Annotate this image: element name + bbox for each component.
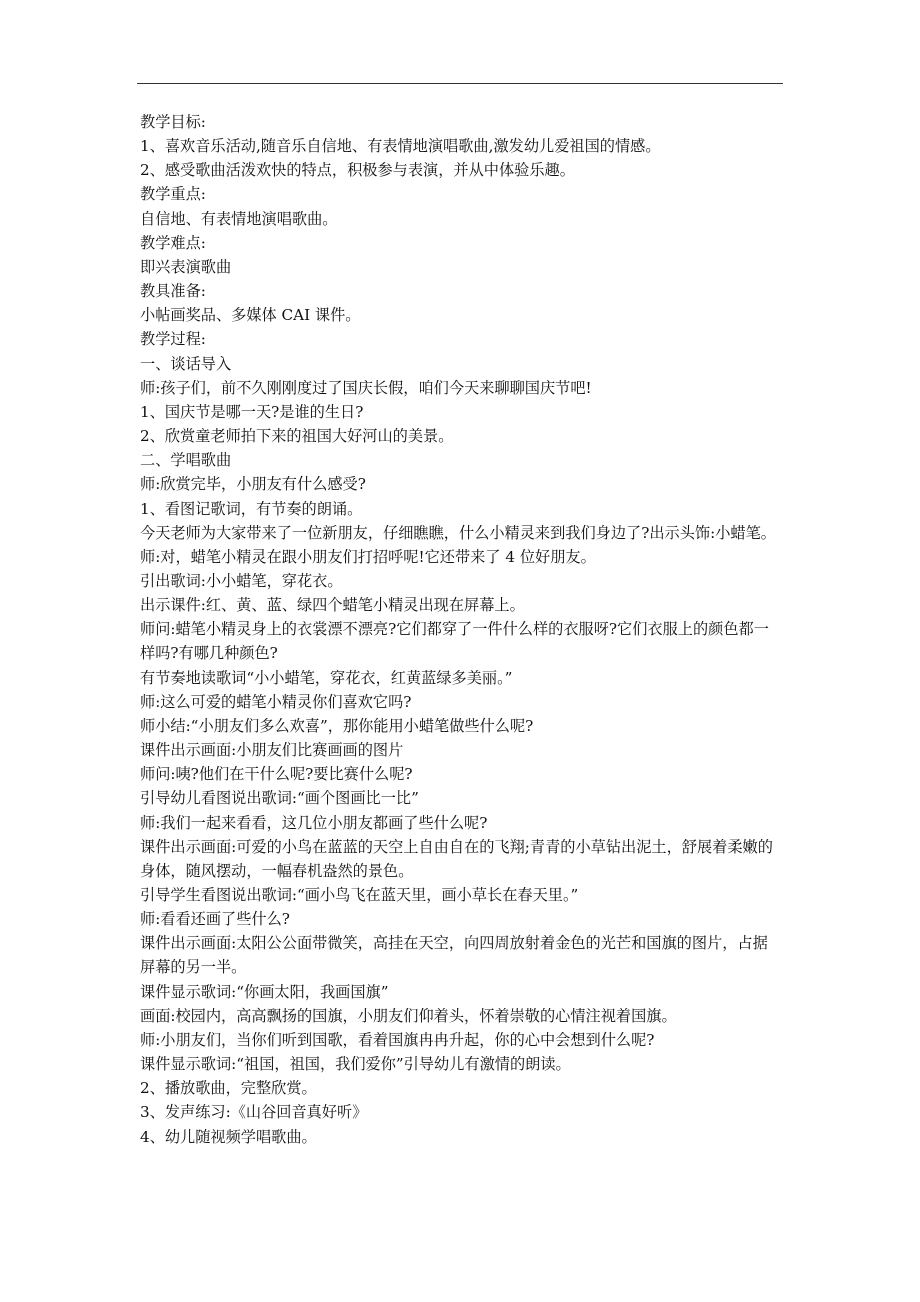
text-line: 1、看图记歌词，有节奏的朗诵。 xyxy=(140,499,363,518)
text-line: 教学难点: xyxy=(140,233,206,252)
text-line: 教学目标: xyxy=(140,113,206,131)
header-rule xyxy=(137,83,783,84)
text-line: 画面:校园内，高高飘扬的国旗，小朋友们仰着头，怀着崇敬的心情注视着国旗。 xyxy=(140,1006,677,1025)
text-line: 3、发声练习:《山谷回音真好听》 xyxy=(140,1103,368,1122)
text-line: 课件出示画面:小朋友们比赛画画的图片 xyxy=(140,741,404,760)
text-line: 引导幼儿看图说出歌词:“画个图画比一比” xyxy=(140,789,419,808)
text-line: 4、幼儿随视频学唱歌曲。 xyxy=(140,1127,317,1146)
text-line: 师:这么可爱的蜡笔小精灵你们喜欢它吗? xyxy=(140,692,412,711)
text-line: 师小结:“小朋友们多么欢喜”，那你能用小蜡笔做些什么呢? xyxy=(140,716,534,735)
text-line: 师:对，蜡笔小精灵在跟小朋友们打招呼呢!它还带来了 4 位好朋友。 xyxy=(140,547,596,566)
text-line: 引导学生看图说出歌词:“画小鸟飞在蓝天里，画小草长在春天里。” xyxy=(140,886,579,904)
text-line: 课件显示歌词:“你画太阳，我画国旗” xyxy=(140,982,389,1001)
text-line: 2、感受歌曲活泼欢快的特点，积极参与表演，并从中体验乐趣。 xyxy=(140,161,575,180)
text-line: 课件出示画面:可爱的小鸟在蓝蓝的天空上自由自在的飞翔;青青的小草钻出泥土，舒展着柔嫩的身体，随风摆动，一幅春机盎然的景色。 xyxy=(140,837,773,880)
text-line: 自信地、有表情地演唱歌曲。 xyxy=(140,209,338,228)
text-line: 师问:蜡笔小精灵身上的衣裳漂不漂亮?它们都穿了一件什么样的衣服呀?它们衣服上的颜色都一样吗?有哪几种颜色? xyxy=(140,620,769,663)
text-line: 小帖画奖品、多媒体 CAI 课件。 xyxy=(140,306,361,325)
text-line: 今天老师为大家带来了一位新朋友，仔细瞧瞧，什么小精灵来到我们身边了?出示头饰:小蜡笔。 xyxy=(140,523,776,542)
text-line: 教学过程: xyxy=(140,330,206,349)
text-line: 教具准备: xyxy=(140,282,206,301)
text-line: 师问:咦?他们在干什么呢?要比赛什么呢? xyxy=(140,765,413,784)
text-line: 课件显示歌词:“祖国，祖国，我们爱你”引导幼儿有激情的朗读。 xyxy=(140,1055,571,1074)
text-line: 有节奏地读歌词“小小蜡笔，穿花衣，红黄蓝绿多美丽。” xyxy=(140,668,513,687)
document-body xyxy=(140,110,782,1149)
text-line: 1、喜欢音乐活动,随音乐自信地、有表情地演唱歌曲,激发幼儿爱祖国的情感。 xyxy=(140,137,661,156)
text-line: 课件出示画面:太阳公公面带微笑，高挂在天空，向四周放射着金色的光芒和国旗的图片，占据屏幕的另一半。 xyxy=(140,934,768,977)
text-line: 师:我们一起来看看，这几位小朋友都画了些什么呢? xyxy=(140,813,488,832)
text-line: 师:看看还画了些什么? xyxy=(140,910,290,929)
text-line: 1、国庆节是哪一天?是谁的生日? xyxy=(140,402,364,421)
text-line: 师:小朋友们，当你们听到国歌，看着国旗冉冉升起，你的心中会想到什么呢? xyxy=(140,1030,655,1049)
text-line: 一、谈话导入 xyxy=(140,354,232,373)
text-line: 师:欣赏完毕，小朋友有什么感受? xyxy=(140,475,366,494)
text-line: 出示课件:红、黄、蓝、绿四个蜡笔小精灵出现在屏幕上。 xyxy=(140,596,525,615)
text-line: 引出歌词:小小蜡笔，穿花衣。 xyxy=(140,571,343,590)
text-line: 二、学唱歌曲 xyxy=(140,451,232,470)
text-line: 教学重点: xyxy=(140,185,206,204)
text-line: 师:孩子们，前不久刚刚度过了国庆长假，咱们今天来聊聊国庆节吧! xyxy=(140,378,592,397)
text-line: 即兴表演歌曲 xyxy=(140,257,232,276)
text-line: 2、播放歌曲，完整欣赏。 xyxy=(140,1079,317,1098)
text-line: 2、欣赏童老师拍下来的祖国大好河山的美景。 xyxy=(140,427,454,446)
